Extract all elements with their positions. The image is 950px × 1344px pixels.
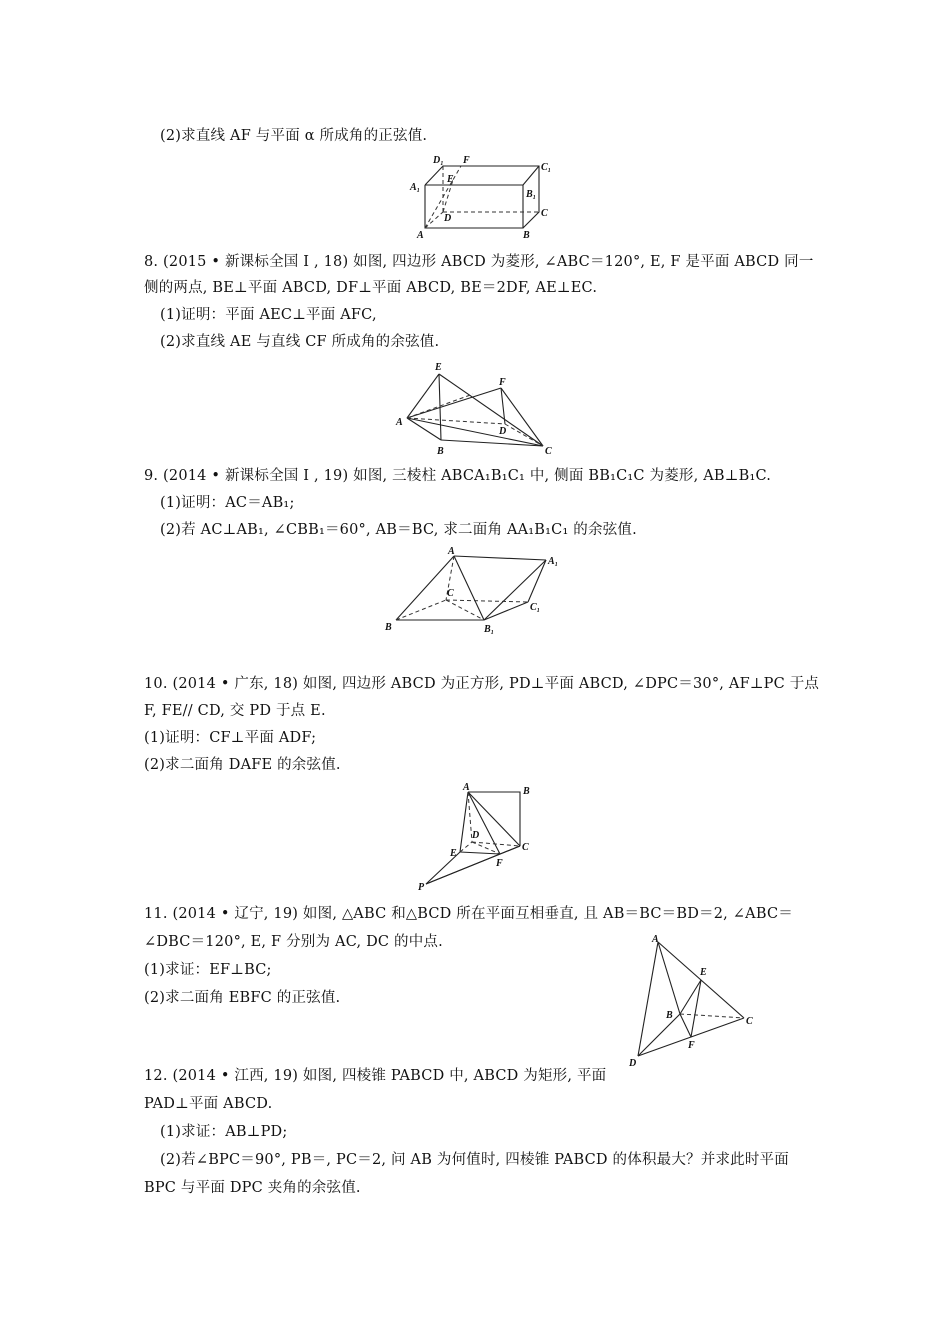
q8-label-b: B xyxy=(437,446,444,457)
q7-part2: (2)求直线 AF 与平面 α 所成角的正弦值. xyxy=(160,128,428,144)
q12-part1: (1)求证：AB⊥PD; xyxy=(160,1124,288,1140)
q8-label-c: C xyxy=(545,446,552,457)
q9-label-c: C xyxy=(447,588,454,599)
q12-line2: PAD⊥平面 ABCD. xyxy=(144,1096,273,1112)
q8-part2: (2)求直线 AE 与直线 CF 所成角的余弦值. xyxy=(160,334,440,350)
q9-label-a1: A₁ xyxy=(548,556,559,567)
q7-label-d: D xyxy=(444,213,452,224)
q11-line1: 11. (2014 • 辽宁, 19) 如图, △ABC 和△BCD 所在平面互相垂直, 且 AB＝BC＝BD＝2, ∠ABC＝ xyxy=(144,906,793,922)
q9-label-b: B xyxy=(385,622,392,633)
q10-line1: 10. (2014 • 广东, 18) 如图, 四边形 ABCD 为正方形, PD⊥平面 ABCD, ∠DPC＝30°, AF⊥PC 于点 xyxy=(144,676,820,692)
q10-label-b: B xyxy=(523,786,530,797)
q9-label-a: A xyxy=(448,546,455,557)
q7-label-c1: C₁ xyxy=(541,162,552,173)
q8-label-d: D xyxy=(499,426,507,437)
q7-label-b: B xyxy=(523,230,530,241)
q10-part1: (1)证明：CF⊥平面 ADF; xyxy=(144,730,317,746)
q8-figure xyxy=(393,358,563,458)
q8-line1: 8. (2015 • 新课标全国 Ⅰ , 18) 如图, 四边形 ABCD 为菱形, ∠ABC＝120°, E, F 是平面 ABCD 同一 xyxy=(144,254,814,270)
q7-label-d1: D₁ xyxy=(433,155,444,166)
q9-label-b1: B₁ xyxy=(484,624,495,635)
q8-line2: 侧的两点, BE⊥平面 ABCD, DF⊥平面 ABCD, BE＝2DF, AE⊥EC. xyxy=(144,280,598,296)
q10-label-e: E xyxy=(450,848,457,859)
q11-label-e: E xyxy=(700,967,707,978)
q8-label-a: A xyxy=(396,417,403,428)
q11-label-d: D xyxy=(629,1058,637,1069)
q7-label-f: F xyxy=(463,155,470,166)
q11-label-a: A xyxy=(652,934,659,945)
q9-part2: (2)若 AC⊥AB₁, ∠CBB₁＝60°, AB＝BC, 求二面角 AA₁B₁C₁ 的余弦值. xyxy=(160,522,637,538)
q10-label-a: A xyxy=(463,782,470,793)
q8-label-f: F xyxy=(499,377,506,388)
q9-part1: (1)证明：AC＝AB₁; xyxy=(160,495,295,511)
q10-line2: F, FE// CD, 交 PD 于点 E. xyxy=(144,703,326,719)
q7-label-a1: A₁ xyxy=(410,182,421,193)
q11-label-f: F xyxy=(688,1040,695,1051)
q11-part2: (2)求二面角 EBFC 的正弦值. xyxy=(144,990,341,1006)
q9-line1: 9. (2014 • 新课标全国 Ⅰ , 19) 如图, 三棱柱 ABCA₁B₁C₁ 中, 侧面 BB₁C₁C 为菱形, AB⊥B₁C. xyxy=(144,468,772,484)
q11-figure xyxy=(624,930,764,1072)
q8-label-e: E xyxy=(435,362,442,373)
q11-line2: ∠DBC＝120°, E, F 分别为 AC, DC 的中点. xyxy=(144,934,443,950)
q12-line1: 12. (2014 • 江西, 19) 如图, 四棱锥 PABCD 中, ABCD 为矩形, 平面 xyxy=(144,1068,607,1084)
q12-part2b: BPC 与平面 DPC 夹角的余弦值. xyxy=(144,1180,361,1196)
q7-label-b1: B₁ xyxy=(526,189,537,200)
q9-figure xyxy=(380,544,570,636)
q7-label-a: A xyxy=(417,230,424,241)
q10-label-d: D xyxy=(472,830,480,841)
q8-part1: (1)证明：平面 AEC⊥平面 AFC, xyxy=(160,307,377,323)
q12-part2: (2)若∠BPC＝90°, PB＝, PC＝2, 问 AB 为何值时, 四棱锥 PABCD 的体积最大？并求此时平面 xyxy=(160,1152,789,1168)
q7-figure xyxy=(405,152,555,242)
q11-label-c: C xyxy=(746,1016,753,1027)
q10-figure xyxy=(412,780,542,892)
q9-label-c1: C₁ xyxy=(530,602,541,613)
q7-label-e: E xyxy=(447,174,454,185)
q10-label-c: C xyxy=(522,842,529,853)
q11-part1: (1)求证：EF⊥BC; xyxy=(144,962,272,978)
q11-label-b: B xyxy=(666,1010,673,1021)
q10-label-p: P xyxy=(418,882,425,892)
q10-part2: (2)求二面角 DAFE 的余弦值. xyxy=(144,757,341,773)
q7-label-c: C xyxy=(541,208,548,219)
q10-label-f: F xyxy=(496,858,503,869)
